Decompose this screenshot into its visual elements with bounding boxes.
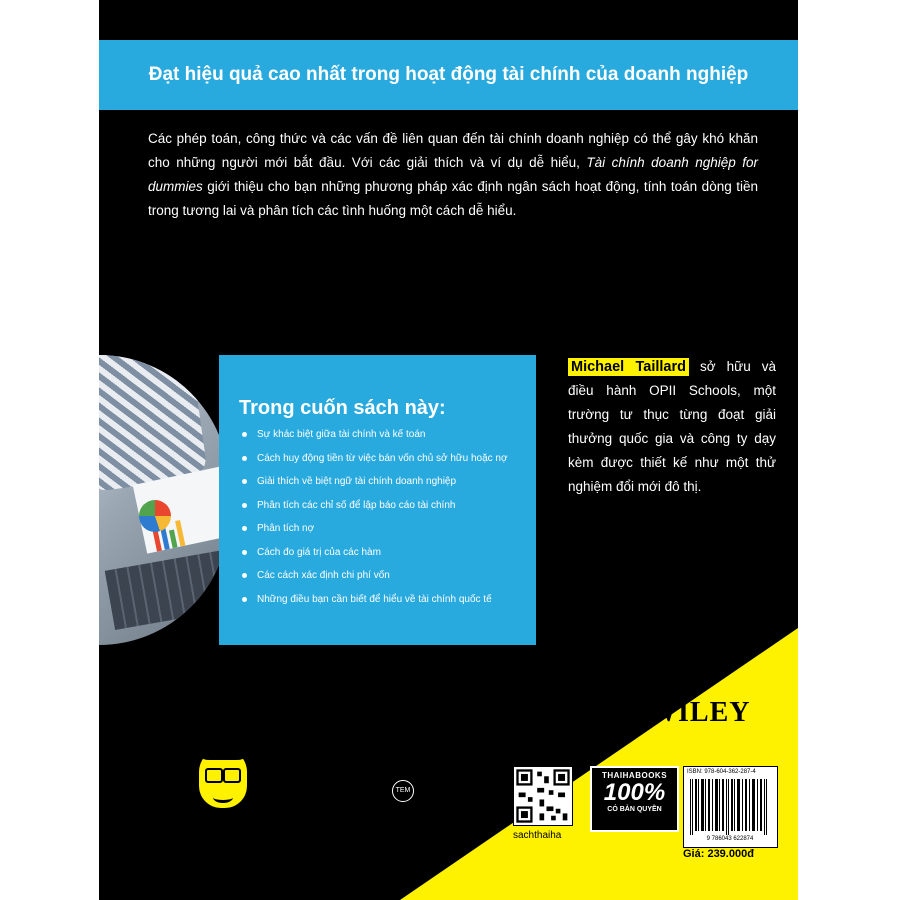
- headline-banner: [99, 40, 798, 110]
- intro-book-title: Tài chính doanh nghiệp for dummies: [148, 155, 758, 194]
- logo-wordmark: dummies®: [183, 820, 331, 858]
- list-item: Phân tích nợ: [239, 522, 508, 546]
- intro-text-end: giới thiệu cho bạn những phương pháp xác định ngân sách hoạt động, tính toán dòng tiền trong tương lai và phân tích các tình huống một cách dễ hiểu.: [148, 179, 758, 218]
- pie-chart-graphic: [139, 500, 171, 532]
- author-bio-text: sở hữu và điều hành OPII Schools, một trường tư thục từng đoạt giải thưởng quốc gia và công ty dạy kèm được thiết kế như một thử nghiệm đổi mới đô thị.: [568, 359, 776, 494]
- headline: Đạt hiệu quả cao nhất trong hoạt động tài chính của doanh nghiệp: [148, 64, 749, 85]
- barcode-icon: [688, 779, 772, 841]
- inside-book-box: [219, 355, 536, 645]
- isbn-text: ISBN: 978-604-362-287-4: [687, 769, 756, 775]
- list-item: Giải thích về biệt ngữ tài chính doanh nghiệp: [239, 475, 508, 499]
- price-label: Giá: 239.000đ: [683, 848, 754, 860]
- author-name: Michael Taillard: [568, 358, 689, 376]
- isbn-barcode: [683, 766, 778, 848]
- qr-label: sachthaiha: [513, 830, 562, 841]
- list-item: Cách huy động tiền từ việc bán vốn chủ sở hữu hoặc nợ: [239, 452, 508, 476]
- dummies-logo: [183, 748, 343, 868]
- list-item: Những điều bạn cần biết để hiểu về tài chính quốc tế: [239, 593, 508, 617]
- logo-tagline: A Wiley Brand: [273, 860, 317, 867]
- list-item: Cách đo giá trị của các hàm: [239, 546, 508, 570]
- office-photo: [99, 355, 229, 645]
- intro-paragraph: [148, 127, 758, 223]
- tem-stamp-icon: TEM: [392, 780, 414, 802]
- inside-book-list: [239, 428, 508, 616]
- inside-book-heading: Trong cuốn sách này:: [239, 397, 446, 419]
- list-item: Các cách xác định chi phí vốn: [239, 569, 508, 593]
- publisher-logo: WILEY: [649, 697, 751, 728]
- list-item: Sự khác biệt giữa tài chính và kế toán: [239, 428, 508, 452]
- calculator-graphic: [105, 550, 229, 630]
- author-bio: [568, 355, 776, 499]
- intro-text-start: Các phép toán, công thức và các vấn đề liên quan đến tài chính doanh nghiệp có thể gây khó khăn cho những người mới bắt đầu. Với các giải thích và ví dụ dễ hiểu,: [148, 131, 758, 170]
- book-back-cover: [99, 0, 798, 900]
- barcode-number: 9 786043 622874: [706, 836, 754, 841]
- dummies-guy-icon: [199, 748, 247, 808]
- logo-for-text: for: [183, 813, 193, 822]
- thaiha-copyright-stamp: THAIHABOOKS 100% CÓ BẢN QUYỀN: [590, 766, 679, 832]
- qr-code-icon: [513, 766, 573, 826]
- list-item: Phân tích các chỉ số để lập báo cáo tài chính: [239, 499, 508, 523]
